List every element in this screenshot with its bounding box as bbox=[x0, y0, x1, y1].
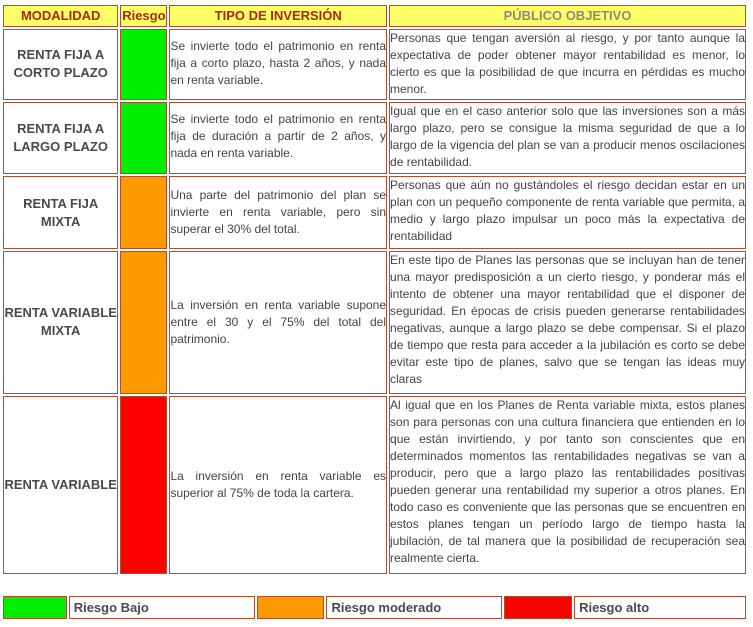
legend-color-moderate bbox=[258, 597, 324, 618]
header-modalidad: MODALIDAD bbox=[3, 5, 118, 27]
table-row bbox=[3, 396, 746, 575]
modalidad-line-2: MIXTA bbox=[40, 213, 81, 229]
legend-color-low bbox=[4, 597, 66, 618]
investment-modality-table bbox=[1, 3, 748, 576]
header-row bbox=[3, 5, 746, 27]
tipo-cell: La inversión en renta variable supone entre el 30 y el 75% del total del patrimonio. bbox=[169, 251, 387, 394]
legend-label-high: Riesgo alto bbox=[574, 596, 746, 619]
modalidad-line-1: RENTA FIJA A bbox=[17, 121, 105, 137]
risk-cell bbox=[120, 102, 167, 174]
risk-cell bbox=[120, 396, 167, 575]
risk-swatch-low bbox=[121, 103, 166, 173]
table-row bbox=[3, 102, 746, 174]
modalidad-line-1: RENTA FIJA A bbox=[17, 47, 105, 63]
legend-swatch-low bbox=[3, 596, 67, 619]
tipo-cell: Se invierte todo el patrimonio en renta fija de duración a partir de 2 años, y nada en renta variable. bbox=[169, 102, 387, 174]
publico-cell: Al igual que en los Planes de Renta variable mixta, estos planes son para personas con una cultura financiera que entienden en lo que están invirtiendo, y por tanto son conscientes que en determinados momentos las rentabilidades negativas se van a producir, pero que a largo plazo las rentabilidades positivas pueden generar una rentabilidad my superior a otros planes. En todo caso es conveniente que las personas que se encuentren en estos planes tengan un período largo de tiempo hasta la jubilación, de tal manera que la posibilidad de recuperación sea realmente cierta. bbox=[389, 396, 746, 575]
publico-cell: En este tipo de Planes las personas que se incluyan han de tener una mayor predisposición a un cierto riesgo, y ponderar más el intento de obtener una mayor rentabilidad que el disponer de seguridad. En épocas de crisis pueden generarse rentabilidades negativas, aunque a largo plazo se debe compensar. Si el plazo de tiempo que resta para acceder a la jubilación es corto se debe evitar este tipo de planes, salvo que se tengan las ideas muy claras bbox=[389, 251, 746, 394]
modalidad-cell bbox=[3, 176, 118, 249]
tipo-cell: La inversión en renta variable es superior al 75% de toda la cartera. bbox=[169, 396, 387, 575]
modalidad-line-1: RENTA FIJA bbox=[23, 195, 99, 211]
legend-label-low: Riesgo Bajo bbox=[69, 596, 255, 619]
risk-cell bbox=[120, 251, 167, 394]
legend-label-moderate: Riesgo moderado bbox=[326, 596, 502, 619]
risk-swatch-high bbox=[121, 397, 166, 574]
modalidad-line-2: CORTO PLAZO bbox=[13, 65, 108, 81]
header-riesgo: Riesgo bbox=[120, 5, 167, 27]
risk-cell bbox=[120, 29, 167, 101]
modalidad-cell bbox=[3, 396, 118, 575]
tipo-cell: Una parte del patrimonio del plan se invierte en renta variable, pero sin superar el 30% del total. bbox=[169, 176, 387, 249]
risk-swatch-moderate bbox=[121, 252, 166, 393]
modalidad-line-1: RENTA VARIABLE bbox=[4, 305, 117, 321]
table-row bbox=[3, 176, 746, 249]
risk-swatch-moderate bbox=[121, 177, 166, 248]
header-publico-objetivo: PÚBLICO OBJETIVO bbox=[389, 5, 746, 27]
header-tipo-inversion: TIPO DE INVERSIÓN bbox=[169, 5, 387, 27]
legend-swatch-high bbox=[504, 596, 572, 619]
tipo-cell: Se invierte todo el patrimonio en renta fija a corto plazo, hasta 2 años, y nada en renta variable. bbox=[169, 29, 387, 101]
publico-cell: Igual que en el caso anterior solo que las inversiones son a más largo plazo, pero se consigue la misma seguridad de que a lo largo de la vigencia del plan se van a producir menos oscilaciones de rentabilidad. bbox=[389, 102, 746, 174]
modalidad-cell bbox=[3, 251, 118, 394]
modalidad-line-1: RENTA VARIABLE bbox=[4, 476, 117, 492]
publico-cell: Personas que aún no gustándoles el riesgo decidan estar en un plan con un pequeño componente de renta variable que permita, a medio y largo plazo impulsar un poco más la expectativa de rentabilidad bbox=[389, 176, 746, 249]
risk-swatch-low bbox=[121, 30, 166, 100]
modalidad-cell bbox=[3, 102, 118, 174]
risk-cell bbox=[120, 176, 167, 249]
legend-row bbox=[3, 596, 746, 619]
modalidad-line-2: MIXTA bbox=[40, 323, 81, 339]
modalidad-cell bbox=[3, 29, 118, 101]
table-row bbox=[3, 29, 746, 101]
legend-swatch-moderate bbox=[257, 596, 325, 619]
risk-legend bbox=[1, 594, 748, 621]
table-row bbox=[3, 251, 746, 394]
publico-cell: Personas que tengan aversión al riesgo, y por tanto aunque la expectativa de poder obtener mayor rentabilidad es menor, lo cierto es que la posibilidad de que incurra en pérdidas es mucho menor. bbox=[389, 29, 746, 101]
modalidad-line-2: LARGO PLAZO bbox=[13, 139, 108, 155]
legend-color-high bbox=[505, 597, 571, 618]
